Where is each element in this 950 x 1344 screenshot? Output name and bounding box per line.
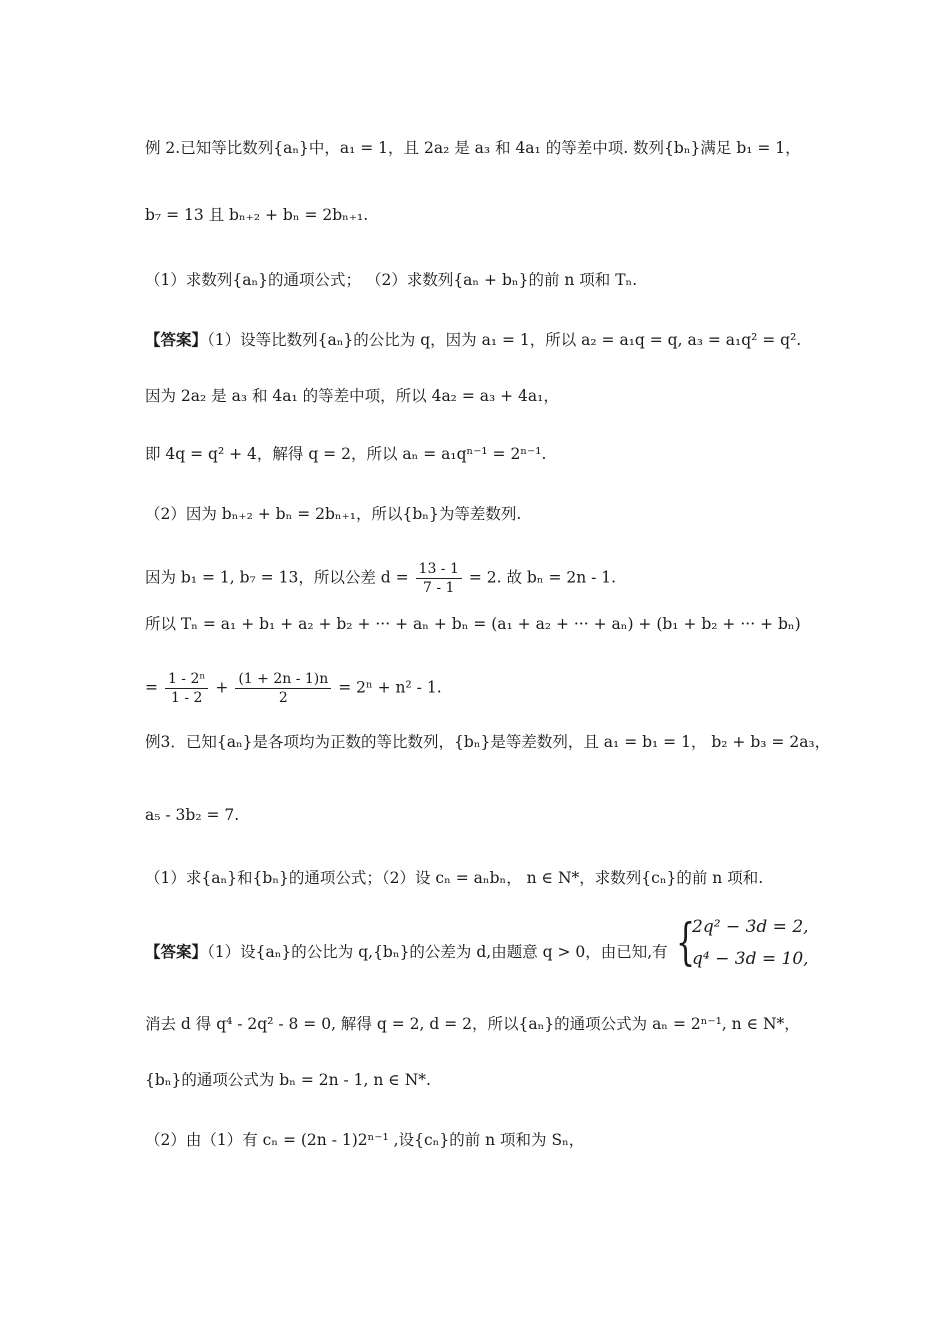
example3-statement-line1: 例3．已知{aₙ}是各项均为正数的等比数列，{bₙ}是等差数列，且 a₁ = b₁ = 1， b₂ + b₃ = 2a₃，	[145, 733, 831, 751]
equals-sign: =	[145, 678, 158, 697]
fraction-numerator: 1 - 2ⁿ	[165, 670, 209, 689]
fraction-denominator: 2	[278, 690, 288, 706]
system-row-1: 2q² − 3d = 2,	[692, 917, 809, 937]
example2-answer-line7	[145, 670, 850, 707]
answer-tag: 【答案】	[145, 331, 208, 349]
example2-questions: （1）求数列{aₙ}的通项公式； （2）求数列{aₙ + bₙ}的前 n 项和 Tₙ.	[145, 271, 638, 289]
common-difference-text: 因为 b₁ = 1, b₇ = 13，所以公差 d =	[145, 568, 409, 587]
fraction-arithmetic-sum	[235, 670, 331, 707]
fraction-d	[416, 560, 462, 597]
example3-statement-line2: a₅ - 3b₂ = 7.	[145, 806, 240, 824]
example2-statement-line1: 例 2.已知等比数列{aₙ}中，a₁ = 1，且 2a₂ 是 a₃ 和 4a₁ 的等差中项. 数列{bₙ}满足 b₁ = 1，	[145, 139, 801, 157]
tn-result: = 2ⁿ + n² - 1.	[338, 678, 442, 697]
example2-answer-line2: 因为 2a₂ 是 a₃ 和 4a₁ 的等差中项，所以 4a₂ = a₃ + 4a₁，	[145, 387, 559, 405]
example2-answer-line1	[145, 328, 850, 352]
fraction-denominator: 7 - 1	[422, 580, 455, 596]
example3-questions: （1）求{aₙ}和{bₙ}的通项公式；（2）设 cₙ = aₙbₙ， n ∈ N*，求数列{cₙ}的前 n 项和.	[145, 869, 764, 887]
bn-formula-text: = 2. 故 bₙ = 2n - 1.	[468, 568, 617, 587]
answer-tag: 【答案】	[145, 943, 208, 961]
fraction-numerator: (1 + 2n - 1)n	[235, 670, 331, 689]
answer-text: （1）设等比数列{aₙ}的公比为 q，因为 a₁ = 1，所以 a₂ = a₁q = q, a₃ = a₁q² = q².	[207, 331, 802, 349]
fraction-numerator: 13 - 1	[416, 560, 462, 579]
answer-text: （1）设{aₙ}的公比为 q,{bₙ}的公差为 d,由题意 q > 0，由已知,有	[207, 943, 668, 961]
example3-answer-line3: {bₙ}的通项公式为 bₙ = 2n - 1, n ∈ N*.	[145, 1071, 431, 1089]
example2-answer-line3: 即 4q = q² + 4，解得 q = 2，所以 aₙ = a₁qⁿ⁻¹ = 2ⁿ⁻¹.	[145, 445, 547, 463]
example3-answer-line2: 消去 d 得 q⁴ - 2q² - 8 = 0, 解得 q = 2, d = 2，所以{aₙ}的通项公式为 aₙ = 2ⁿ⁻¹, n ∈ N*，	[145, 1015, 800, 1033]
example3-answer-line4: （2）由（1）有 cₙ = (2n - 1)2ⁿ⁻¹ ,设{cₙ}的前 n 项和为 Sₙ，	[145, 1131, 585, 1149]
example2-answer-line5	[145, 560, 850, 597]
fraction-geometric-sum	[165, 670, 209, 707]
example2-answer-line4: （2）因为 bₙ₊₂ + bₙ = 2bₙ₊₁，所以{bₙ}为等差数列.	[145, 505, 522, 523]
fraction-denominator: 1 - 2	[170, 690, 203, 706]
left-brace: {	[676, 913, 696, 971]
plus-sign: +	[215, 678, 229, 697]
example2-answer-line6: 所以 Tₙ = a₁ + b₁ + a₂ + b₂ + ··· + aₙ + bₙ = (a₁ + a₂ + ··· + aₙ) + (b₁ + b₂ + ··· + bₙ)	[145, 615, 801, 633]
example2-statement-line2: b₇ = 13 且 bₙ₊₂ + bₙ = 2bₙ₊₁.	[145, 206, 369, 224]
system-row-2: q⁴ − 3d = 10,	[692, 949, 809, 969]
